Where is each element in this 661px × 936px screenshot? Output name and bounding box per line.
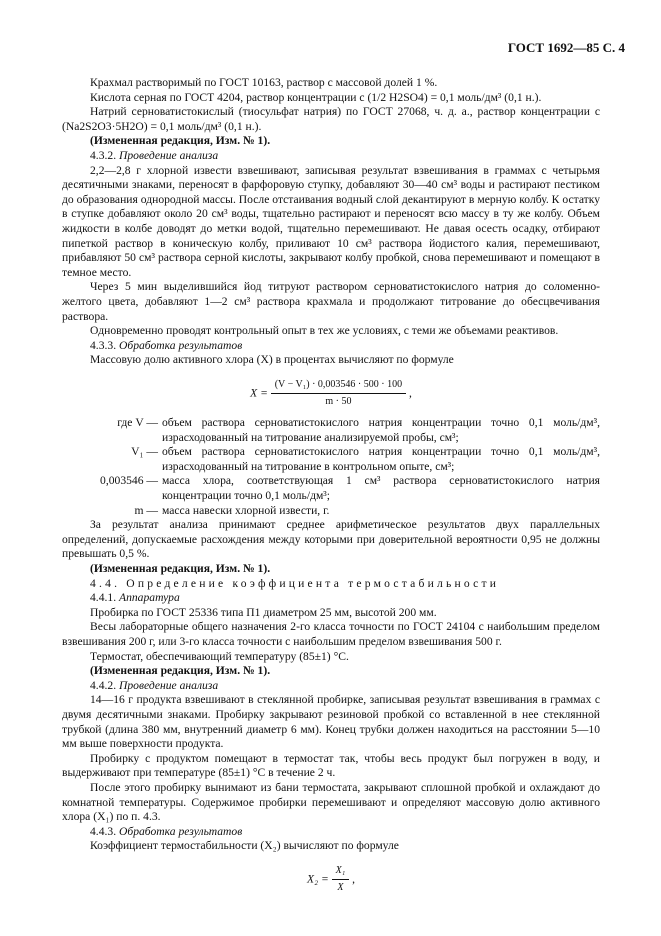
formula-tail: , (408, 387, 412, 400)
section-title: Обработка результатов (119, 338, 243, 352)
equipment-scales: Весы лабораторные общего назначения 2-го класса точности по ГОСТ 24104 с наибольшим пределом взвешивания 200 г, или 3-го класса точности с наибольшим пределом взвешивания 500 г. (62, 620, 600, 648)
equipment-tube: Пробирка по ГОСТ 25336 типа П1 диаметром 25 мм, высотой 200 мм. (90, 605, 437, 619)
formula-numerator: X₁ (332, 864, 350, 881)
section-number: 4.3.2. (90, 148, 117, 162)
reagent-thiosulfate: Натрий серноватистокислый (тиосульфат натрия) по ГОСТ 27068, ч. д. а., раствор концентрации c (Na2S2O3·5H2O) = 0,1 моль/дм³ (0,1 н.). (62, 105, 600, 133)
analysis-paragraph: 2,2—2,8 г хлорной извести взвешивают, записывая результат взвешивания в граммах с четырьмя десятичными знаками, переносят в фарфоровую ступку, добавляют 30—40 см³ воды и растирают пестиком до образования однородной массы. После отстаивания водный слой декантируют в мерную колбу. К остатку в ступке добавляют около 20 см³ воды, тщательно растирают и переносят всю массу в ту же колбу. Объем жидкости в колбе доводят до метки водой, тщательно перемешивают. Не давая осесть осадку, отбирают пипеткой раствор в коническую колбу, приливают 10 см³ раствора йодистого калия, перемешивают, прибавляют 50 см³ раствора серной кислоты, закрывают колбу пробкой, снова перемешивают и помещают в темное место. (62, 163, 600, 279)
formula-lhs: X = (250, 387, 268, 400)
formula-fraction (271, 378, 406, 410)
definition-row (62, 445, 600, 474)
document-body (62, 76, 600, 902)
section-title: Проведение анализа (119, 148, 219, 162)
formula-thermostability (62, 864, 600, 896)
procedure-paragraph: После этого пробирку вынимают из бани термостата, закрывают сплошной пробкой и охлаждают до комнатной температуры. Содержимое пробирки перемешивают и определяют массовую долю активного хлора (X₁) по п. 4.3. (62, 780, 600, 824)
formula-denominator: m · 50 (325, 396, 352, 408)
revision-note: (Измененная редакция, Изм. № 1). (90, 562, 271, 575)
section-4-4-1-heading (62, 591, 600, 606)
formula-denominator: X (337, 882, 344, 894)
formula-numerator: (V − V₁) · 0,003546 · 500 · 100 (271, 378, 406, 395)
section-title: Проведение анализа (119, 678, 219, 692)
definition-text: масса хлора, соответствующая 1 см³ раствора серноватистокислого натрия концентрации точно 0,1 моль/дм³; (162, 474, 600, 503)
formula-active-chlorine (62, 378, 600, 410)
definition-symbol: V₁ — (131, 445, 158, 459)
section-4-4-2-heading (62, 679, 600, 694)
revision-note: (Измененная редакция, Изм. № 1). (90, 664, 271, 678)
formula-lhs: X₂ = (307, 873, 329, 886)
definition-text: объем раствора серноватистокислого натрия концентрации точно 0,1 моль/дм³, израсходованный на титрование анализируемой пробы, см³; (162, 416, 600, 444)
section-number: 4.4.3. (90, 824, 117, 838)
definition-text: объем раствора серноватистокислого натрия концентрации точно 0,1 моль/дм³, израсходованный на титрование в контрольном опыте, см³; (162, 445, 600, 473)
titration-paragraph: Через 5 мин выделившийся йод титруют раствором серноватистокислого натрия до соломенно-желтого цвета, добавляют 1—2 см³ раствора крахмала и продолжают титрование до обесцвечивания раствора. (62, 280, 600, 323)
section-4-3-2-heading (62, 149, 600, 164)
result-paragraph: За результат анализа принимают среднее арифметическое результатов двух параллельных определений, допускаемые расхождения между которыми при доверительной вероятности 0,95 не должны превышать 0,5 %. (62, 518, 600, 561)
variable-definitions (62, 416, 600, 518)
procedure-paragraph: Пробирку с продуктом помещают в термостат так, чтобы весь продукт был погружен в воду, и выдерживают при температуре (85±1) °С в течение 2 ч. (62, 751, 600, 780)
section-number: 4.3.3. (90, 338, 117, 352)
definition-row (62, 416, 600, 445)
section-title: Обработка результатов (119, 824, 243, 838)
reagent-acid: Кислота серная по ГОСТ 4204, раствор концентрации c (1/2 H2SO4) = 0,1 моль/дм³ (0,1 н.). (90, 90, 542, 104)
page-header: ГОСТ 1692—85 С. 4 (507, 40, 625, 55)
section-title: Аппаратура (119, 591, 180, 605)
definition-symbol: 0,003546 — (100, 474, 158, 488)
formula-fraction (332, 864, 350, 896)
reagent-starch: Крахмал растворимый по ГОСТ 10163, раствор с массовой долей 1 %. (90, 76, 438, 89)
section-number: 4.4.1. (90, 591, 117, 605)
formula-intro: Коэффициент термостабильности (X₂) вычисляют по формуле (90, 839, 399, 853)
section-4-4-3-heading (62, 825, 600, 840)
definition-row (62, 504, 600, 519)
section-4-4-heading: 4.4. Определение коэффициента термостабильности (90, 576, 500, 590)
section-number: 4.4.2. (90, 678, 117, 692)
section-4-3-3-heading (62, 339, 600, 354)
revision-note: (Измененная редакция, Изм. № 1). (90, 134, 271, 148)
formula-intro: Массовую долю активного хлора (X) в процентах вычисляют по формуле (90, 353, 454, 367)
formula-tail: , (352, 873, 355, 886)
definition-symbol: где V — (117, 416, 158, 430)
definition-text: масса навески хлорной извести, г. (162, 503, 330, 517)
definition-symbol: m — (134, 503, 158, 517)
procedure-paragraph: 14—16 г продукта взвешивают в стеклянной пробирке, записывая результат взвешивания в граммах с двумя десятичными знаками. Пробирку закрывают резиновой пробкой со вставленной в нее стеклянной трубкой (длина 380 мм, внутренний диаметр 6 мм). Конец трубки должен находиться на расстоянии 5—10 мм выше поверхности продукта. (62, 693, 600, 751)
definition-row (62, 474, 600, 503)
equipment-thermostat: Термостат, обеспечивающий температуру (85±1) °С. (90, 649, 349, 663)
control-paragraph: Одновременно проводят контрольный опыт в тех же условиях, с теми же объемами реактивов. (90, 324, 559, 338)
